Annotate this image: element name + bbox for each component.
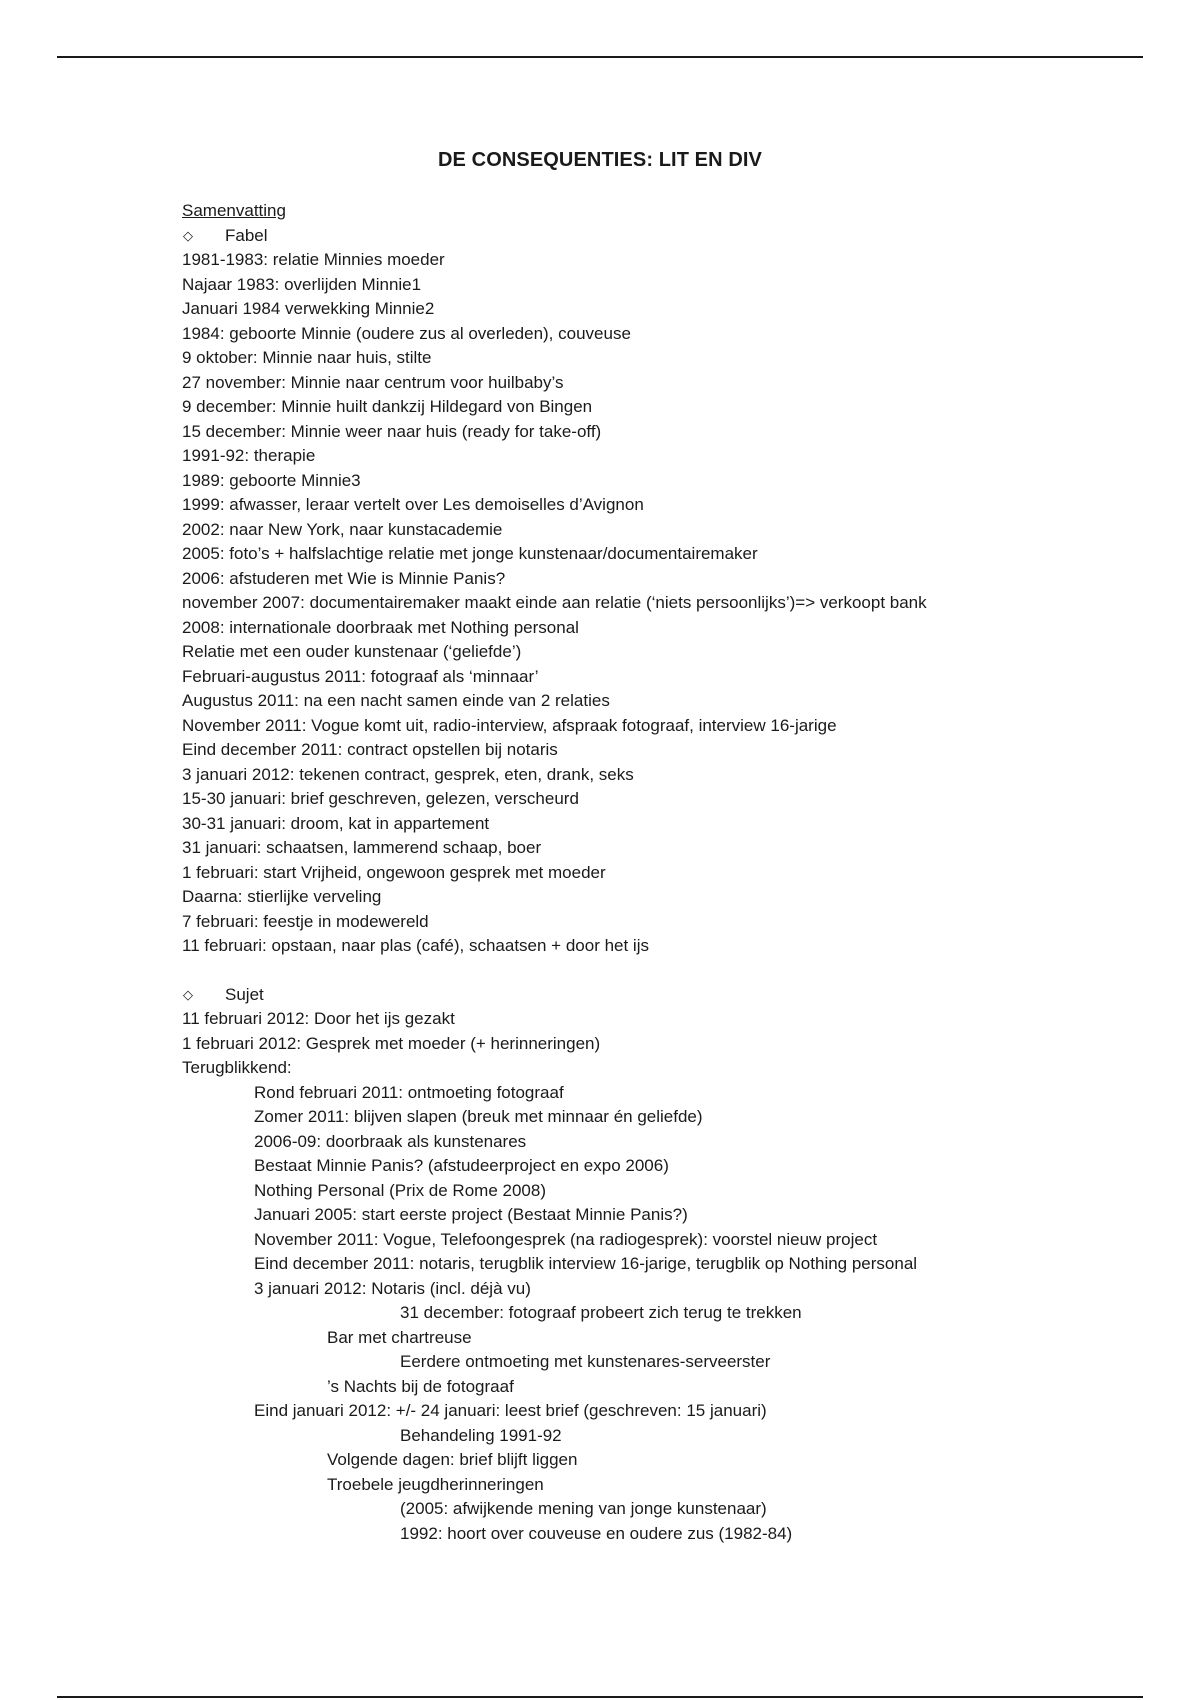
sujet-bullet	[182, 983, 1142, 1008]
fabel-line: 3 januari 2012: tekenen contract, gesprek, eten, drank, seks	[182, 764, 634, 784]
sujet-indented-line: 3 januari 2012: Notaris (incl. déjà vu)	[254, 1278, 531, 1298]
sujet-indented-line: 31 december: fotograaf probeert zich terug te trekken	[400, 1303, 802, 1322]
sujet-indented-line: (2005: afwijkende mening van jonge kunstenaar)	[400, 1499, 767, 1518]
sujet-line: 11 februari 2012: Door het ijs gezakt	[182, 1009, 455, 1028]
fabel-line: 9 december: Minnie huilt dankzij Hildegard von Bingen	[182, 397, 593, 416]
fabel-list	[182, 248, 1142, 959]
fabel-line: November 2011: Vogue komt uit, radio-interview, afspraak fotograaf, interview 16-jarige	[182, 715, 837, 735]
sujet-indented-line: Eerdere ontmoeting met kunstenares-serveerster	[400, 1352, 771, 1371]
fabel-line: 1 februari: start Vrijheid, ongewoon gesprek met moeder	[182, 862, 606, 882]
sujet-indented-line: Januari 2005: start eerste project (Bestaat Minnie Panis?)	[254, 1205, 688, 1224]
sujet-indented-line: Behandeling 1991-92	[400, 1425, 562, 1445]
sujet-indented-line: Bar met chartreuse	[327, 1327, 472, 1347]
sujet-indented-line: Zomer 2011: blijven slapen (breuk met minnaar én geliefde)	[254, 1107, 703, 1126]
sujet-indented-line: Eind januari 2012: +/- 24 januari: leest brief (geschreven: 15 januari)	[254, 1401, 767, 1420]
fabel-line: Eind december 2011: contract opstellen bij notaris	[182, 740, 558, 759]
sujet-indented-line: November 2011: Vogue, Telefoongesprek (na radiogesprek): voorstel nieuw project	[254, 1229, 878, 1249]
fabel-line: Februari-augustus 2011: fotograaf als ‘minnaar’	[182, 666, 539, 686]
sujet-indented-line: Troebele jeugdherinneringen	[327, 1474, 544, 1494]
fabel-line: 2005: foto’s + halfslachtige relatie met jonge kunstenaar/documentairemaker	[182, 544, 758, 563]
fabel-line: Relatie met een ouder kunstenaar (‘geliefde’)	[182, 642, 522, 661]
sujet-line: Terugblikkend:	[182, 1058, 292, 1077]
fabel-line: Daarna: stierlijke verveling	[182, 887, 382, 906]
fabel-line: 9 oktober: Minnie naar huis, stilte	[182, 348, 432, 367]
sujet-indented-line: Bestaat Minnie Panis? (afstudeerproject en expo 2006)	[254, 1156, 669, 1175]
sujet-line: 1 februari 2012: Gesprek met moeder (+ herinneringen)	[182, 1033, 601, 1053]
document-title: DE CONSEQUENTIES: LIT EN DIV	[438, 149, 762, 171]
sujet-indented-line: Volgende dagen: brief blijft liggen	[327, 1450, 578, 1469]
fabel-line: 15 december: Minnie weer naar huis (ready for take-off)	[182, 421, 602, 441]
fabel-line: 1984: geboorte Minnie (oudere zus al overleden), couveuse	[182, 323, 631, 343]
sujet-indented-line: Rond februari 2011: ontmoeting fotograaf	[254, 1082, 564, 1102]
fabel-label: Fabel	[225, 225, 268, 245]
fabel-line: 15-30 januari: brief geschreven, gelezen, verscheurd	[182, 789, 579, 808]
sujet-label: Sujet	[225, 984, 264, 1004]
sujet-list	[182, 1007, 1142, 1081]
section-gap	[182, 959, 1142, 983]
sujet-indented-line: Eind december 2011: notaris, terugblik interview 16-jarige, terugblik op Nothing personal	[254, 1254, 918, 1273]
top-rule	[57, 56, 1143, 58]
fabel-line: Augustus 2011: na een nacht samen einde van 2 relaties	[182, 691, 610, 710]
fabel-line: 27 november: Minnie naar centrum voor huilbaby’s	[182, 372, 564, 392]
sujet-indented-list	[182, 1081, 1142, 1547]
summary-heading: Samenvatting	[182, 201, 286, 220]
fabel-line: 31 januari: schaatsen, lammerend schaap, boer	[182, 838, 542, 857]
fabel-bullet	[182, 224, 1142, 249]
fabel-line: 1999: afwasser, leraar vertelt over Les demoiselles d’Avignon	[182, 495, 644, 514]
document-body	[182, 199, 1142, 1546]
fabel-line: Najaar 1983: overlijden Minnie1	[182, 274, 422, 294]
fabel-line: november 2007: documentairemaker maakt einde aan relatie (‘niets persoonlijks’)=> verkoopt bank	[182, 593, 927, 612]
fabel-line: 11 februari: opstaan, naar plas (café), schaatsen + door het ijs	[182, 936, 649, 955]
sujet-indented-line: ’s Nachts bij de fotograaf	[327, 1376, 514, 1396]
fabel-line: 30-31 januari: droom, kat in appartement	[182, 813, 490, 833]
fabel-line: 7 februari: feestje in modewereld	[182, 911, 429, 931]
diamond-bullet-icon: ◇	[183, 227, 193, 243]
fabel-line: 1989: geboorte Minnie3	[182, 470, 361, 490]
bottom-rule	[57, 1696, 1143, 1698]
fabel-line: 2002: naar New York, naar kunstacademie	[182, 519, 503, 539]
sujet-indented-line: 2006-09: doorbraak als kunstenares	[254, 1131, 527, 1151]
fabel-line: 2006: afstuderen met Wie is Minnie Panis?	[182, 568, 506, 588]
fabel-line: 1991-92: therapie	[182, 446, 316, 465]
fabel-line: 2008: internationale doorbraak met Nothing personal	[182, 617, 579, 637]
fabel-line: Januari 1984 verwekking Minnie2	[182, 299, 435, 318]
fabel-line: 1981-1983: relatie Minnies moeder	[182, 250, 445, 269]
sujet-indented-line: Nothing Personal (Prix de Rome 2008)	[254, 1180, 546, 1200]
diamond-bullet-icon: ◇	[183, 986, 193, 1002]
sujet-indented-line: 1992: hoort over couveuse en oudere zus (1982-84)	[400, 1523, 793, 1543]
